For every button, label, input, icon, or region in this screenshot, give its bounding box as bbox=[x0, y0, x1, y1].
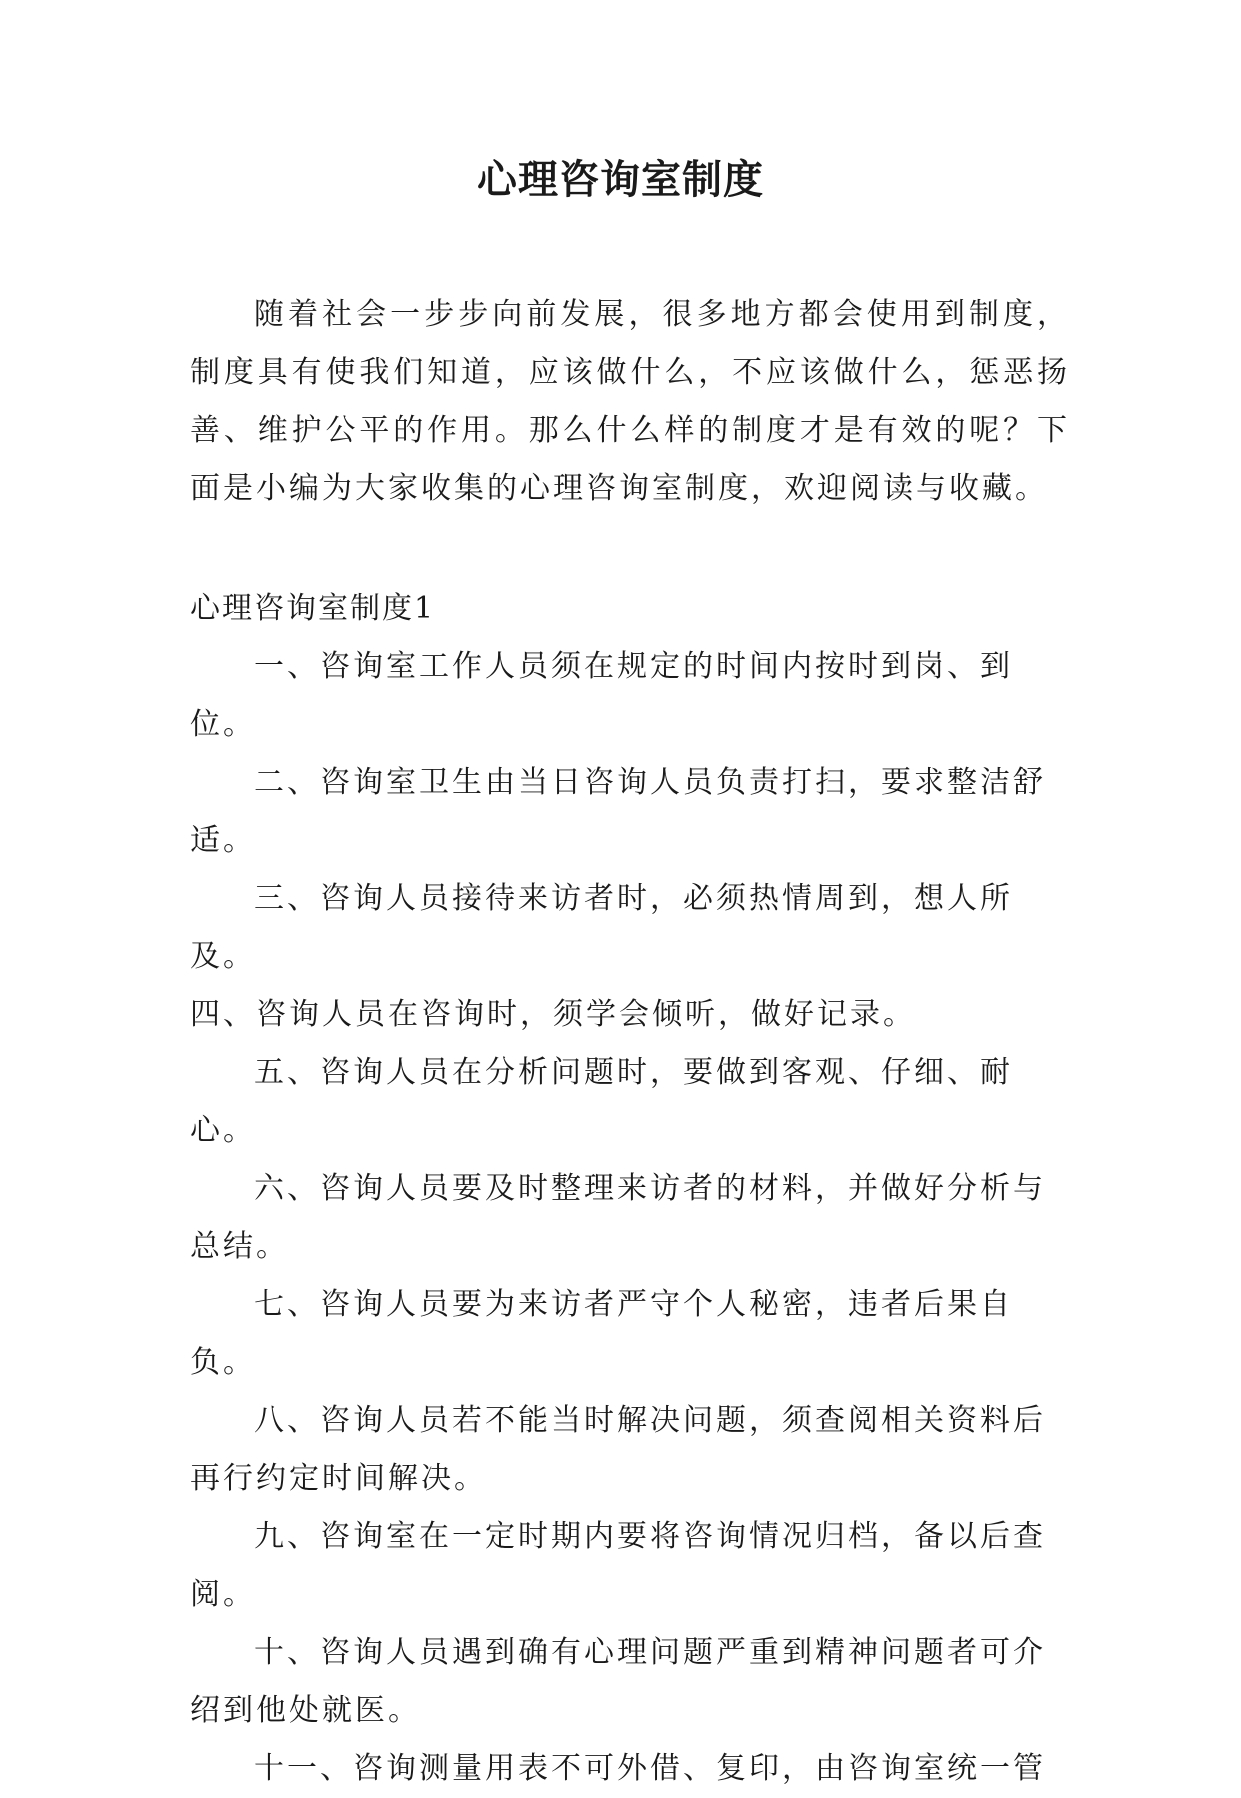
rule-item: 九、咨询室在一定时期内要将咨询情况归档，备以后查阅。 bbox=[190, 1519, 1046, 1612]
rule-item: 十、咨询人员遇到确有心理问题严重到精神问题者可介绍到他处就医。 bbox=[190, 1635, 1046, 1728]
intro-paragraph: 随着社会一步步向前发展，很多地方都会使用到制度，制度具有使我们知道，应该做什么，不应该做什么，惩恶扬善、维护公平的作用。那么什么样的制度才是有效的呢？下面是小编为大家收集的心理咨询室制度，欢迎阅读与收藏。 bbox=[190, 297, 1070, 506]
document-title: 心理咨询室制度 bbox=[477, 157, 764, 203]
rule-item: 八、咨询人员若不能当时解决问题，须查阅相关资料后再行约定时间解决。 bbox=[190, 1403, 1046, 1496]
rule-item: 五、咨询人员在分析问题时，要做到客观、仔细、耐心。 bbox=[190, 1055, 1013, 1148]
rules-list bbox=[190, 638, 1070, 1798]
rule-item: 十一、咨询测量用表不可外借、复印，由咨询室统一管 bbox=[254, 1751, 1046, 1786]
rule-item: 二、咨询室卫生由当日咨询人员负责打扫，要求整洁舒适。 bbox=[190, 765, 1046, 858]
rule-item: 四、咨询人员在咨询时，须学会倾听，做好记录。 bbox=[190, 997, 916, 1032]
rule-item: 一、咨询室工作人员须在规定的时间内按时到岗、到位。 bbox=[190, 649, 1013, 742]
section-heading: 心理咨询室制度1 bbox=[190, 591, 436, 626]
rule-item: 六、咨询人员要及时整理来访者的材料，并做好分析与总结。 bbox=[190, 1171, 1046, 1264]
rule-item: 三、咨询人员接待来访者时，必须热情周到，想人所及。 bbox=[190, 881, 1013, 974]
rule-item: 七、咨询人员要为来访者严守个人秘密，违者后果自负。 bbox=[190, 1287, 1013, 1380]
